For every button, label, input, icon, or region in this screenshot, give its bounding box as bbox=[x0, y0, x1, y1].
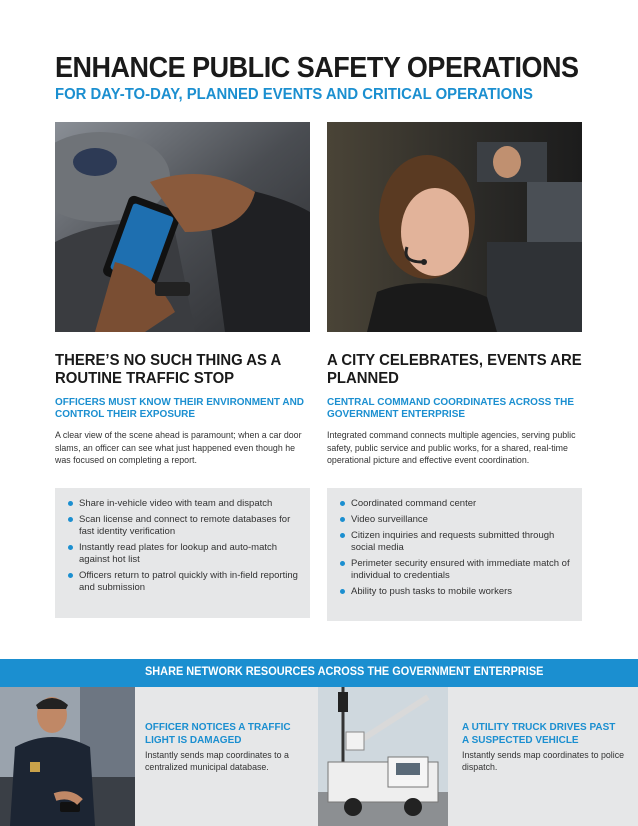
utility-truck-photo bbox=[318, 687, 448, 826]
traffic-light-headline: OFFICER NOTICES A TRAFFIC LIGHT IS DAMAGED bbox=[145, 721, 291, 746]
traffic-light-callout bbox=[145, 721, 305, 774]
bullet-dot-icon bbox=[340, 589, 345, 594]
bullet-dot-icon bbox=[68, 517, 73, 522]
list-item: Officers return to patrol quickly with in-field reporting and submission bbox=[65, 570, 300, 594]
dispatcher-headset-photo bbox=[327, 122, 582, 332]
bullet-dot-icon bbox=[68, 501, 73, 506]
list-item: Coordinated command center bbox=[337, 498, 572, 510]
utility-truck-headline: A UTILITY TRUCK DRIVES PAST A SUSPECTED VEHICLE bbox=[462, 721, 616, 746]
traffic-stop-body: A clear view of the scene ahead is paramount; when a car door slams, an officer can see what just happened even though he was focused on completing a report. bbox=[55, 430, 302, 466]
traffic-stop-section bbox=[55, 352, 310, 468]
bullet-dot-icon bbox=[340, 533, 345, 538]
traffic-stop-subhead: OFFICERS MUST KNOW THEIR ENVIRONMENT AND CONTROL THEIR EXPOSURE bbox=[55, 396, 305, 420]
utility-truck-callout bbox=[462, 721, 625, 774]
share-resources-banner bbox=[0, 659, 638, 687]
bullet-dot-icon bbox=[340, 501, 345, 506]
officer-in-car-photo bbox=[55, 122, 310, 332]
city-events-subhead: CENTRAL COMMAND COORDINATES ACROSS THE GOVERNMENT ENTERPRISE bbox=[327, 396, 574, 420]
city-events-body: Integrated command connects multiple agencies, serving public safety, public service and public works, for a shared, real-time operational picture and effective event coordination. bbox=[327, 430, 576, 466]
city-events-headline: A CITY CELEBRATES, EVENTS ARE PLANNED bbox=[327, 352, 582, 387]
traffic-stop-headline: THERE’S NO SUCH THING AS A ROUTINE TRAFFIC STOP bbox=[55, 352, 281, 387]
page-title: ENHANCE PUBLIC SAFETY OPERATIONS bbox=[55, 52, 579, 84]
list-item: Instantly read plates for lookup and auto-match against hot list bbox=[65, 542, 300, 566]
traffic-stop-bullet-list bbox=[55, 488, 310, 618]
bullet-dot-icon bbox=[340, 561, 345, 566]
list-item: Share in-vehicle video with team and dispatch bbox=[65, 498, 300, 510]
bullet-dot-icon bbox=[68, 545, 73, 550]
city-events-bullet-list bbox=[327, 488, 582, 621]
utility-truck-body: Instantly sends map coordinates to police dispatch. bbox=[462, 750, 625, 773]
list-item: Ability to push tasks to mobile workers bbox=[337, 586, 572, 598]
page-subtitle: FOR DAY-TO-DAY, PLANNED EVENTS AND CRITICAL OPERATIONS bbox=[55, 86, 533, 103]
officer-standing-photo bbox=[0, 687, 135, 826]
list-item: Perimeter security ensured with immediate match of individual to credentials bbox=[337, 558, 572, 582]
share-resources-label: SHARE NETWORK RESOURCES ACROSS THE GOVERNMENT ENTERPRISE bbox=[145, 666, 544, 678]
city-events-section bbox=[327, 352, 582, 468]
bullet-dot-icon bbox=[68, 573, 73, 578]
list-item: Citizen inquiries and requests submitted through social media bbox=[337, 530, 572, 554]
list-item: Video surveillance bbox=[337, 514, 572, 526]
list-item: Scan license and connect to remote databases for fast identity verification bbox=[65, 514, 300, 538]
traffic-light-body: Instantly sends map coordinates to a centralized municipal database. bbox=[145, 750, 289, 773]
bullet-dot-icon bbox=[340, 517, 345, 522]
